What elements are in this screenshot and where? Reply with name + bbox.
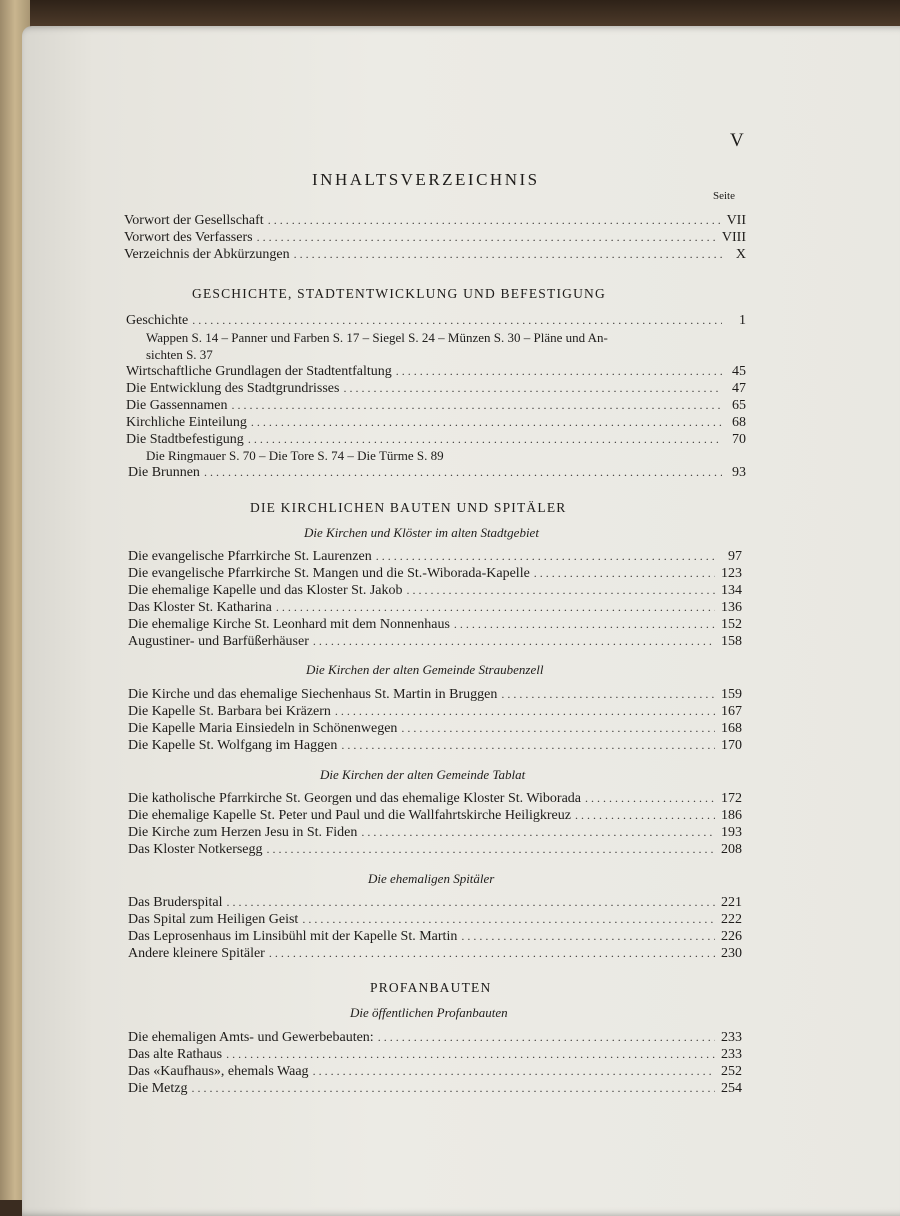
leader-dots	[313, 1063, 715, 1080]
leader-dots	[341, 737, 715, 754]
leader-dots	[226, 1046, 715, 1063]
toc-entry[interactable]	[128, 616, 742, 633]
leader-dots	[534, 565, 715, 582]
toc-entry[interactable]	[128, 548, 742, 565]
entry-page: 186	[721, 808, 742, 823]
leader-dots	[343, 380, 722, 397]
leader-dots	[335, 703, 715, 720]
entry-page: VII	[726, 213, 746, 228]
entry-page: 252	[721, 1064, 742, 1079]
subsection-heading: Die Kirchen und Klöster im alten Stadtgebiet	[304, 525, 539, 540]
leader-dots	[248, 431, 722, 448]
leader-dots	[294, 246, 722, 263]
entry-page: 170	[721, 738, 742, 753]
entry-title: Vorwort der Gesellschaft	[124, 213, 264, 228]
entry-title: Das alte Rathaus	[128, 1047, 223, 1062]
entry-title: Kirchliche Einteilung	[126, 415, 247, 430]
leader-dots	[204, 464, 722, 481]
entry-title: Die ehemaligen Amts- und Gewerbebauten:	[128, 1030, 374, 1045]
entry-title: Die Metzg	[128, 1081, 188, 1096]
entry-title: Die Kapelle Maria Einsiedeln in Schönenwegen	[128, 721, 398, 736]
toc-entry[interactable]	[128, 599, 742, 616]
entry-page: 65	[732, 398, 746, 413]
subsection-heading: Die ehemaligen Spitäler	[368, 871, 495, 886]
entry-title: Augustiner- und Barfüßerhäuser	[128, 634, 309, 649]
entry-title: Geschichte	[126, 313, 189, 328]
entry-page: 47	[732, 381, 746, 396]
entry-title: Andere kleinere Spitäler	[128, 946, 265, 961]
leader-dots	[251, 414, 722, 431]
toc-entry[interactable]	[124, 229, 746, 246]
toc-entry[interactable]	[128, 720, 742, 737]
toc-entry[interactable]	[128, 911, 742, 928]
leader-dots	[313, 633, 715, 650]
entry-page: 172	[721, 791, 742, 806]
toc-entry[interactable]	[124, 212, 746, 229]
entry-page: 45	[732, 364, 746, 379]
entry-subtopics: Die Ringmauer S. 70 – Die Tore S. 74 – Die Türme S. 89	[146, 448, 444, 463]
entry-page: 134	[721, 583, 742, 598]
toc-title: INHALTSVERZEICHNIS	[312, 170, 540, 189]
entry-title: Die Kirche und das ehemalige Siechenhaus St. Martin in Bruggen	[128, 687, 498, 702]
leader-dots	[231, 397, 722, 414]
entry-page: 226	[721, 929, 742, 944]
entry-title: Die evangelische Pfarrkirche St. Mangen und die St.-Wiborada-Kapelle	[128, 566, 530, 581]
entry-title: Die Entwicklung des Stadtgrundrisses	[126, 381, 340, 396]
leader-dots	[191, 1080, 715, 1097]
entry-page: 136	[721, 600, 742, 615]
entry-title: Die Kapelle St. Wolfgang im Haggen	[128, 738, 338, 753]
entry-title: Das Spital zum Heiligen Geist	[128, 912, 299, 927]
leader-dots	[501, 686, 715, 703]
leader-dots	[401, 720, 715, 737]
entry-page: 1	[739, 313, 746, 328]
subsection-heading: Die Kirchen der alten Gemeinde Tablat	[320, 767, 526, 782]
leader-dots	[361, 824, 715, 841]
entry-page: 168	[721, 721, 742, 736]
entry-title: Das Bruderspital	[128, 895, 223, 910]
entry-page: 233	[721, 1047, 742, 1062]
entry-title: Verzeichnis der Abkürzungen	[124, 247, 290, 262]
entry-page: 123	[721, 566, 742, 581]
leader-dots	[226, 894, 715, 911]
leader-dots	[269, 945, 715, 962]
toc-entry[interactable]	[128, 945, 742, 962]
leader-dots	[575, 807, 715, 824]
entry-page: 233	[721, 1030, 742, 1045]
seite-label: Seite	[713, 190, 735, 202]
subsection-heading: Die Kirchen der alten Gemeinde Straubenzell	[306, 662, 544, 677]
toc-entry[interactable]	[126, 431, 746, 448]
leader-dots	[267, 841, 715, 858]
toc-entry[interactable]	[128, 1063, 742, 1080]
entry-title: Wirtschaftliche Grundlagen der Stadtentfaltung	[126, 364, 392, 379]
leader-dots	[302, 911, 715, 928]
entry-subtopics: sichten S. 37	[146, 347, 213, 362]
leader-dots	[378, 1029, 715, 1046]
entry-page: 93	[732, 465, 746, 480]
entry-title: Das Kloster Notkersegg	[128, 842, 263, 857]
leader-dots	[454, 616, 715, 633]
toc-entry[interactable]	[128, 807, 742, 824]
toc-entry[interactable]	[128, 737, 742, 754]
entry-page: 221	[721, 895, 742, 910]
toc-entry[interactable]	[128, 1080, 742, 1097]
toc-entry[interactable]	[128, 894, 742, 911]
entry-page: 159	[721, 687, 742, 702]
entry-page: 193	[721, 825, 742, 840]
entry-page: 97	[728, 549, 742, 564]
entry-title: Die Stadtbefestigung	[126, 432, 244, 447]
toc-entry[interactable]	[128, 928, 742, 945]
toc-entry[interactable]	[128, 464, 746, 481]
toc-entry[interactable]	[128, 824, 742, 841]
entry-page: 254	[721, 1081, 742, 1096]
leader-dots	[276, 599, 715, 616]
entry-title: Vorwort des Verfassers	[124, 230, 253, 245]
section-heading: GESCHICHTE, STADTENTWICKLUNG UND BEFESTIGUNG	[192, 286, 606, 301]
leader-dots	[396, 363, 722, 380]
toc-entry[interactable]	[126, 363, 746, 380]
section-heading: PROFANBAUTEN	[370, 980, 492, 995]
entry-page: 158	[721, 634, 742, 649]
entry-title: Die ehemalige Kapelle und das Kloster St. Jakob	[128, 583, 403, 598]
entry-title: Das «Kaufhaus», ehemals Waag	[128, 1064, 309, 1079]
entry-title: Die Brunnen	[128, 465, 200, 480]
toc-entry[interactable]	[124, 246, 746, 263]
toc-entry[interactable]	[128, 841, 742, 858]
leader-dots	[585, 790, 715, 807]
entry-page: 230	[721, 946, 742, 961]
entry-page: 152	[721, 617, 742, 632]
entry-title: Die evangelische Pfarrkirche St. Laurenzen	[128, 549, 372, 564]
entry-title: Die Gassennamen	[126, 398, 228, 413]
entry-title: Die Kapelle St. Barbara bei Kräzern	[128, 704, 331, 719]
leader-dots	[192, 312, 722, 329]
toc-entry[interactable]	[126, 312, 746, 329]
leader-dots	[268, 212, 721, 229]
leader-dots	[461, 928, 715, 945]
subsection-heading: Die öffentlichen Profanbauten	[350, 1005, 508, 1020]
toc-entry[interactable]	[128, 790, 742, 807]
entry-page: 70	[732, 432, 746, 447]
entry-title: Die ehemalige Kapelle St. Peter und Paul und die Wallfahrtskirche Heiligkreuz	[128, 808, 571, 823]
entry-title: Das Leprosenhaus im Linsibühl mit der Kapelle St. Martin	[128, 929, 458, 944]
toc-entry[interactable]	[128, 1029, 742, 1046]
toc-entry[interactable]	[128, 686, 742, 703]
page-number: V	[730, 130, 744, 151]
entry-page: X	[735, 247, 746, 262]
toc-entry[interactable]	[126, 380, 746, 397]
toc-entry[interactable]	[128, 633, 742, 650]
entry-page: 167	[721, 704, 742, 719]
entry-page: 68	[732, 415, 746, 430]
toc-entry[interactable]	[126, 397, 746, 414]
leader-dots	[376, 548, 718, 565]
toc-entry[interactable]	[128, 703, 742, 720]
entry-title: Die ehemalige Kirche St. Leonhard mit dem Nonnenhaus	[128, 617, 450, 632]
leader-dots	[406, 582, 715, 599]
toc-entry[interactable]	[126, 414, 746, 431]
leader-dots	[257, 229, 716, 246]
toc-entry[interactable]	[128, 1046, 742, 1063]
entry-title: Die Kirche zum Herzen Jesu in St. Fiden	[128, 825, 358, 840]
entry-page: 222	[721, 912, 742, 927]
section-heading: DIE KIRCHLICHEN BAUTEN UND SPITÄLER	[250, 500, 567, 515]
entry-page: 208	[721, 842, 742, 857]
entry-subtopics: Wappen S. 14 – Panner und Farben S. 17 – Siegel S. 24 – Münzen S. 30 – Pläne und An-	[146, 330, 608, 345]
entry-title: Das Kloster St. Katharina	[128, 600, 272, 615]
entry-title: Die katholische Pfarrkirche St. Georgen und das ehemalige Kloster St. Wiborada	[128, 791, 582, 806]
toc-entry[interactable]	[128, 565, 742, 582]
entry-page: VIII	[721, 230, 746, 245]
toc-entry[interactable]	[128, 582, 742, 599]
